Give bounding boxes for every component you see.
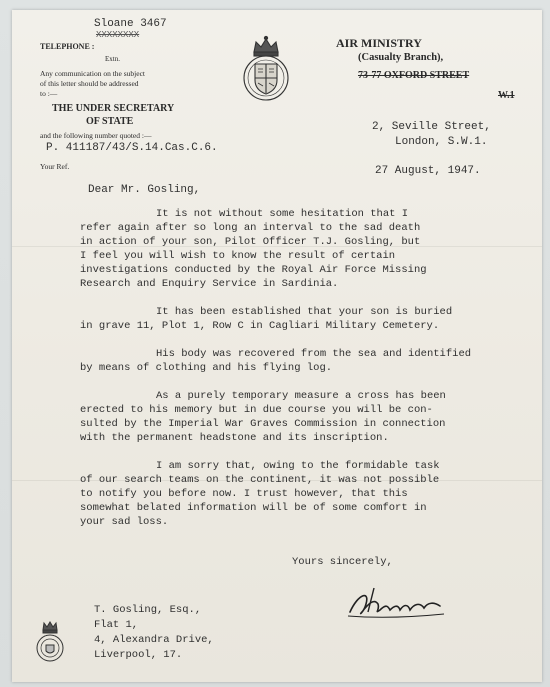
letter-sheet (12, 10, 542, 682)
body-line: I feel you will wish to know the result of certain (80, 250, 396, 262)
body-line: to notify you before now. I trust however, that this (80, 488, 408, 500)
number-note: and the following number quoted :— (40, 131, 152, 140)
royal-crest-icon (240, 34, 292, 102)
addressee: THE UNDER SECRETARY (52, 103, 175, 114)
body-line: by means of clothing and his flying log. (80, 362, 333, 374)
body-line: As a purely temporary measure a cross has been (156, 390, 446, 402)
your-ref-label: Your Ref. (40, 162, 70, 171)
new-address: 2, Seville Street, (372, 121, 491, 133)
reference-number: P. 411187/43/S.14.Cas.C.6. (46, 142, 218, 154)
addressee: OF STATE (86, 116, 134, 127)
branch-name: (Casualty Branch), (358, 52, 444, 63)
recipient-line: Flat 1, (94, 619, 139, 631)
body-line: sulted by the Imperial War Graves Commission in connection (80, 418, 446, 430)
old-address: 73-77 OXFORD STREET (358, 70, 470, 81)
ministry-name: AIR MINISTRY (336, 36, 422, 50)
new-city: London, S.W.1. (395, 136, 488, 148)
body-line: of our search teams on the continent, it was not possible (80, 474, 440, 486)
telephone-label: TELEPHONE : (40, 42, 95, 51)
signature (344, 582, 454, 624)
communication-note: to :— (40, 89, 58, 98)
body-line: investigations conducted by the Royal Air Force Missing (80, 264, 427, 276)
communication-note: Any communication on the subject (40, 69, 145, 78)
telephone-number: Sloane 3467 (94, 18, 167, 30)
communication-note: of this letter should be addressed (40, 79, 139, 88)
telephone-struck-out: XXXXXXXX (96, 30, 140, 40)
recipient-line: 4, Alexandra Drive, (94, 634, 214, 646)
body-line: your sad loss. (80, 516, 169, 528)
old-postcode: W.1 (498, 90, 515, 101)
closing: Yours sincerely, (292, 556, 393, 568)
recipient-line: T. Gosling, Esq., (94, 604, 202, 616)
body-line: erected to his memory but in due course you will be con- (80, 404, 433, 416)
body-line: I am sorry that, owing to the formidable task (156, 460, 440, 472)
body-line: Research and Enquiry Service in Sardinia. (80, 278, 339, 290)
salutation: Dear Mr. Gosling, (88, 184, 201, 196)
body-line: It is not without some hesitation that I (156, 208, 409, 220)
small-crown-emblem-icon (34, 620, 66, 664)
body-line: refer again after so long an interval to the sad death (80, 222, 421, 234)
body-line: in action of your son, Pilot Officer T.J. Gosling, but (80, 236, 421, 248)
recipient-line: Liverpool, 17. (94, 649, 183, 661)
letter-date: 27 August, 1947. (375, 165, 481, 177)
body-line: with the permanent headstone and its inscription. (80, 432, 389, 444)
body-line: It has been established that your son is buried (156, 306, 453, 318)
body-line: somewhat belated information will be of some comfort in (80, 502, 427, 514)
body-line: His body was recovered from the sea and identified (156, 348, 472, 360)
body-line: in grave 11, Plot 1, Row C in Cagliari Military Cemetery. (80, 320, 440, 332)
extension-label: Extn. (105, 55, 120, 63)
